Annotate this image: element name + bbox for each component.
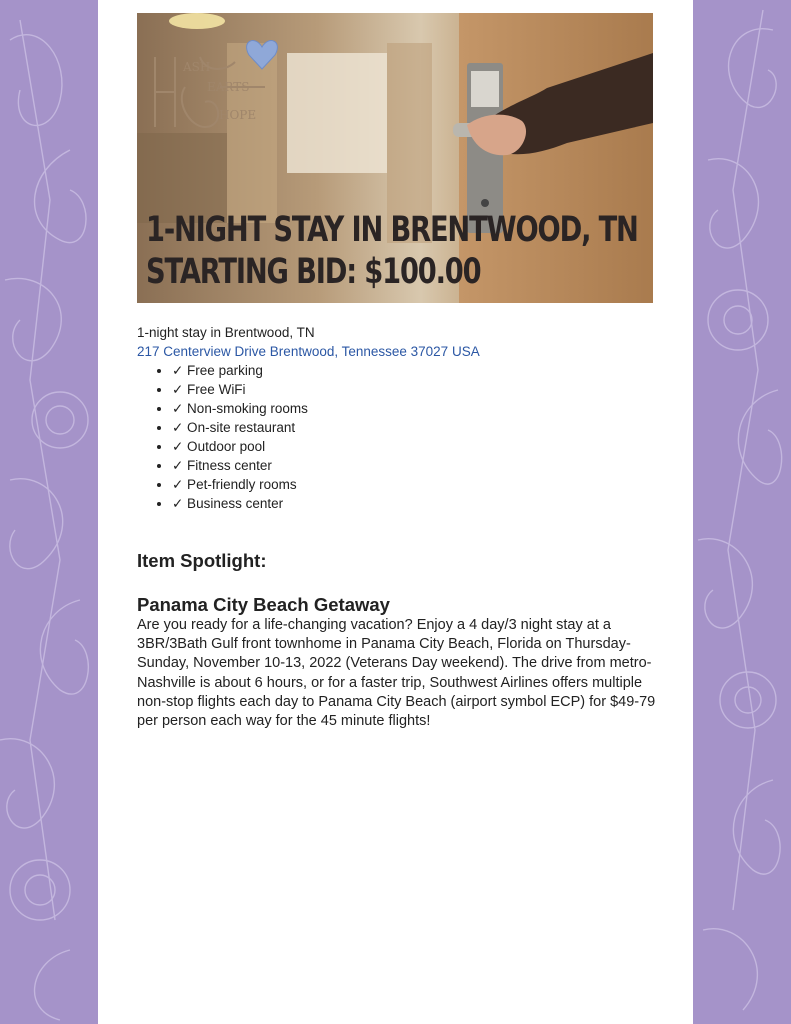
spotlight-heading: Item Spotlight: [137,550,267,571]
svg-text:EARTS: EARTS [207,80,250,94]
feature-item: • ✓ Fitness center [172,456,657,475]
feature-item: • ✓ Pet-friendly rooms [172,475,657,494]
feature-list [137,361,657,513]
right-floral-border [693,0,791,1024]
left-floral-border [0,0,98,1024]
item-name: 1-night stay in Brentwood, TN [137,325,315,340]
feature-item: • ✓ Free WiFi [172,380,657,399]
svg-text:ASH: ASH [183,60,211,74]
feature-item: • ✓ On-site restaurant [172,418,657,437]
feature-item: • ✓ Free parking [172,361,657,380]
hero-title-line1: 1-NIGHT STAY IN BRENTWOOD, TN [146,210,638,250]
spotlight-title: Panama City Beach Getaway [137,594,390,615]
newsletter-page [98,0,693,1024]
hero-title-line2: STARTING BID: $100.00 [146,252,481,292]
content-area [137,323,657,730]
feature-item: • ✓ Non-smoking rooms [172,399,657,418]
feature-item: • ✓ Outdoor pool [172,437,657,456]
svg-text:HOPE: HOPE [219,108,257,122]
hero-title [146,209,638,293]
hero-banner [137,13,653,303]
feature-item: • ✓ Business center [172,494,657,513]
item-address-link[interactable]: 217 Centerview Drive Brentwood, Tennessee 37027 USA [137,344,480,359]
spotlight-description: Are you ready for a life-changing vacation? Enjoy a 4 day/3 night stay at a 3BR/3Bath Gulf front townhome in Panama City Beach, Florida on Thursday-Sunday, November 10-13, 2022 (Veterans Day weekend). The drive from metro-Nashville is about 6 hours, or for a faster trip, Southwest Airlines offers multiple non-stop flights each day to Panama City Beach (airport symbol ECP) for $49-79 per person each way for the 45 minute flights! [137,617,656,730]
